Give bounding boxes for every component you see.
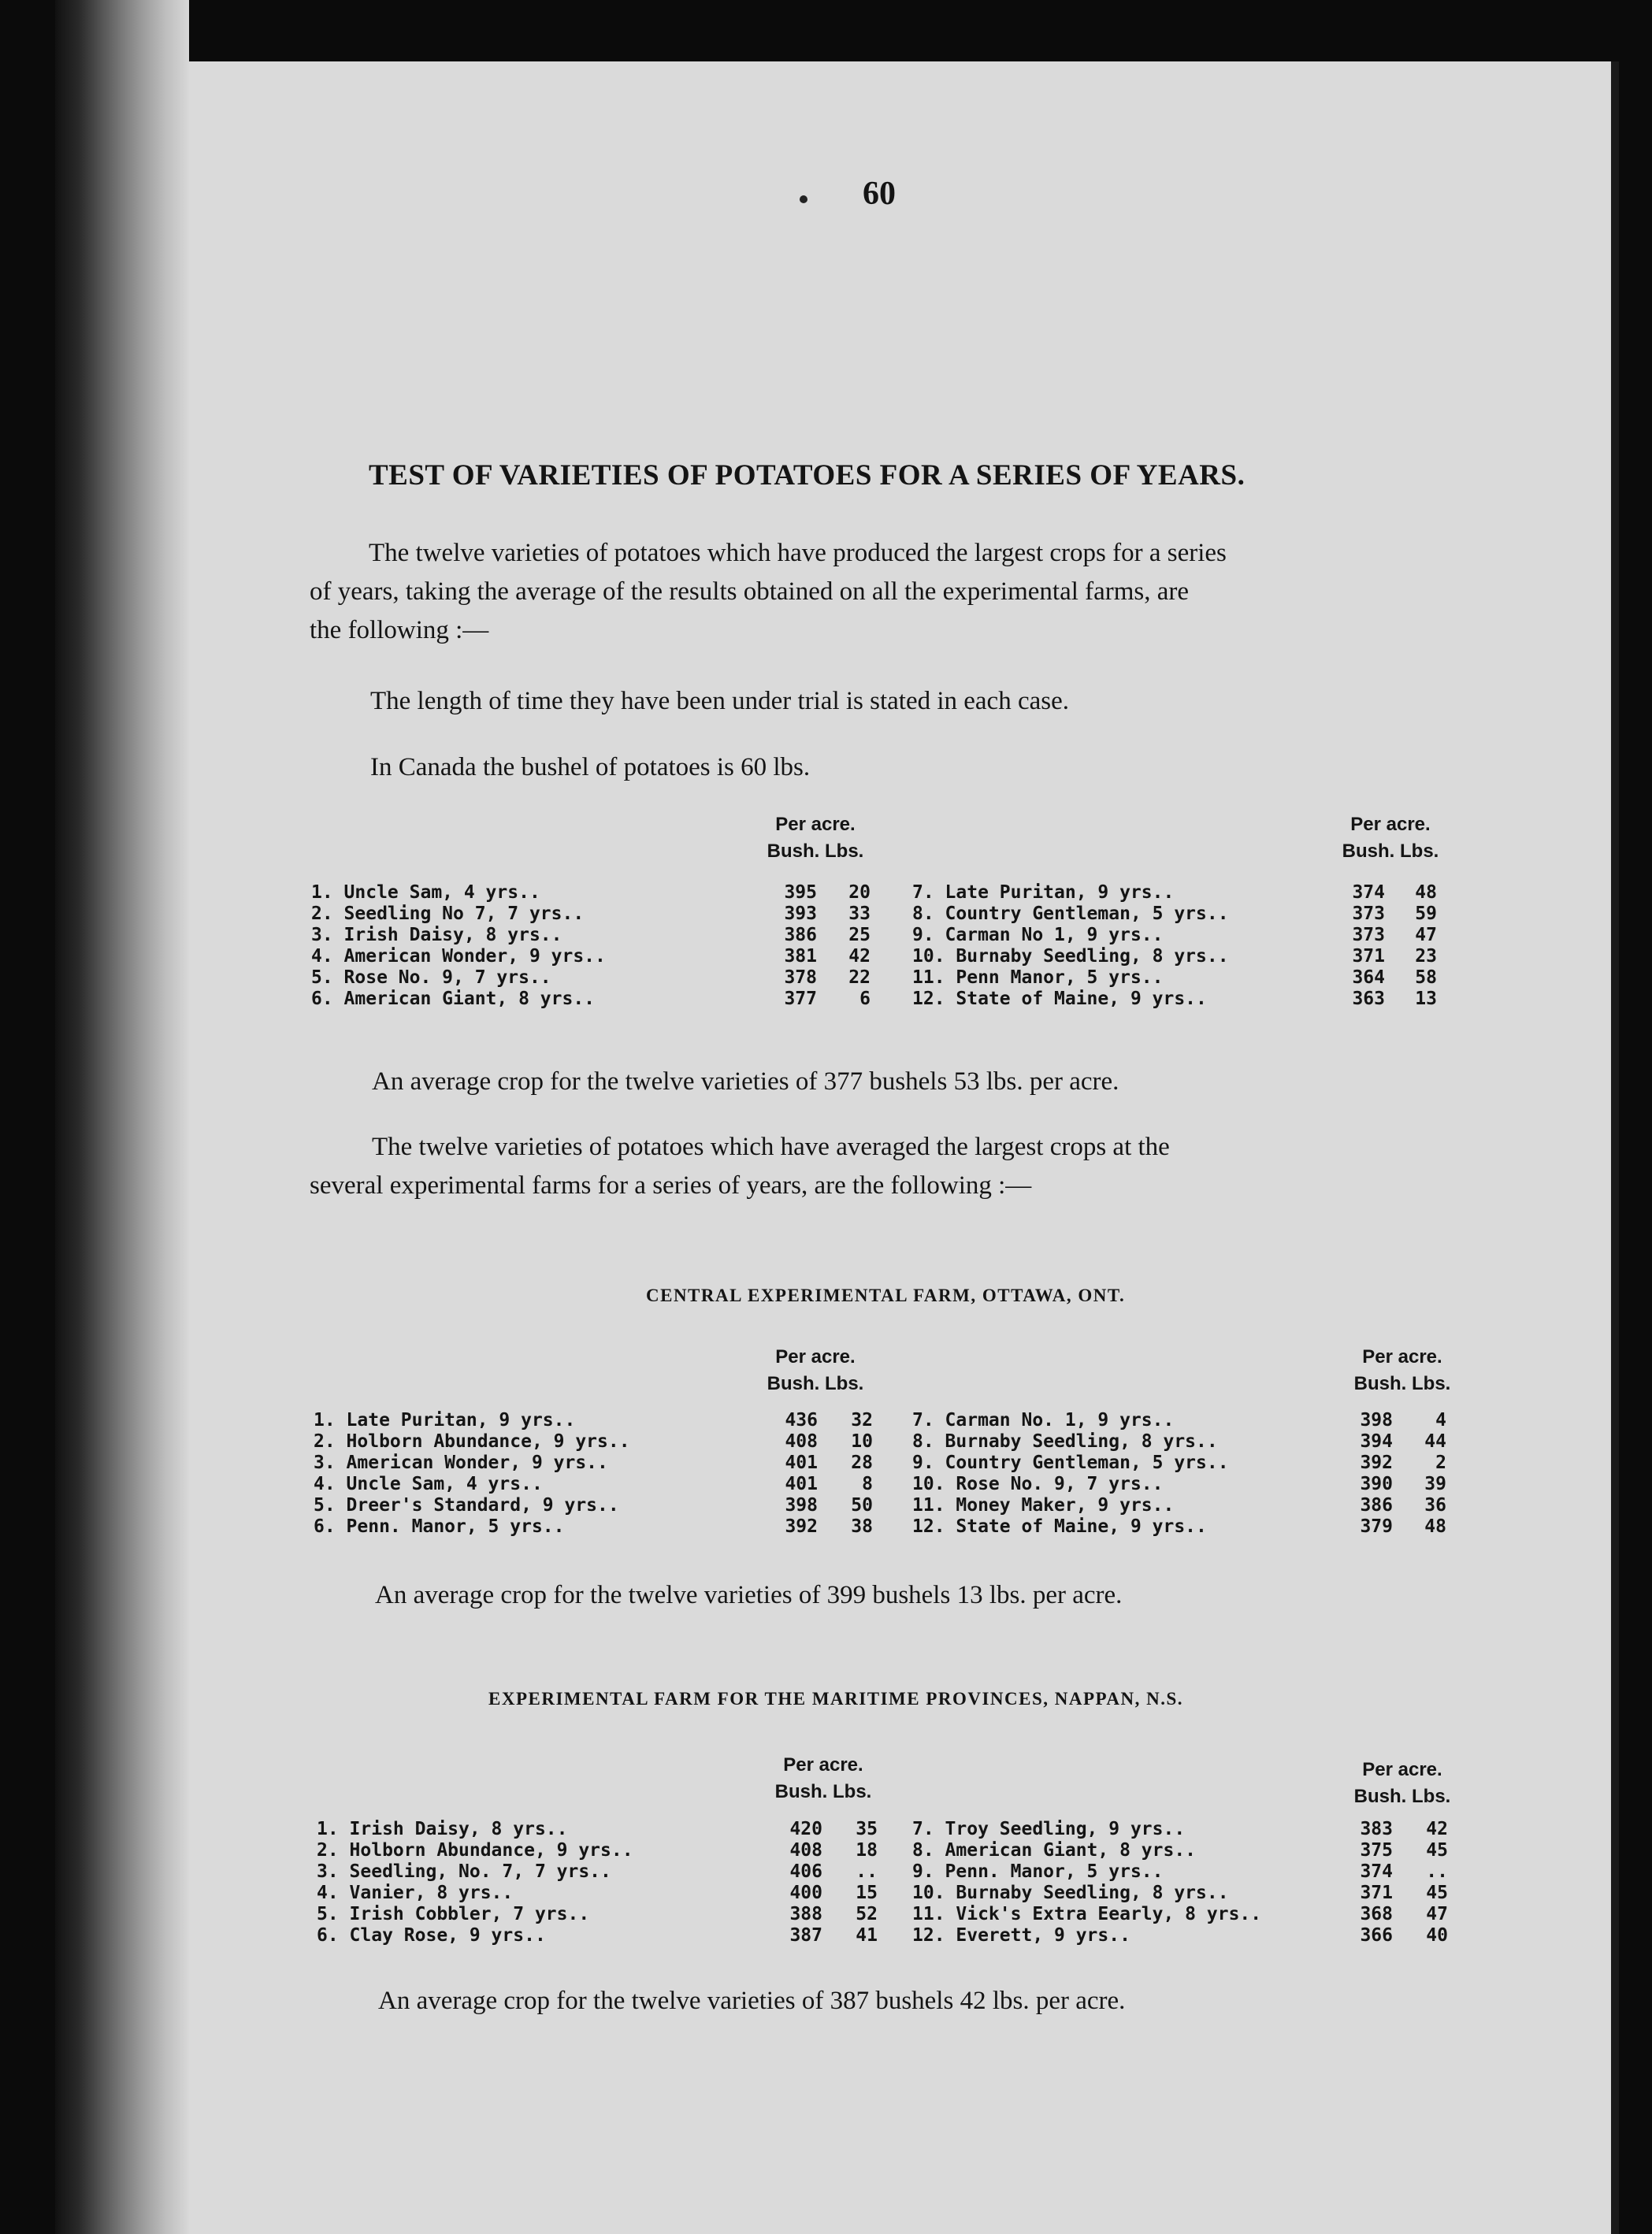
t2-average: An average crop for the twelve varieties of 399 bushels 13 lbs. per acre. <box>375 1581 1123 1609</box>
bush-lbs-label: Bush. Lbs. <box>1353 1373 1451 1394</box>
table-row <box>912 1839 1479 1862</box>
bushels-value: 400 <box>789 1883 822 1903</box>
pounds-value: 25 <box>848 925 871 945</box>
table-row <box>912 1924 1479 1947</box>
bushels-value: 387 <box>789 1925 822 1946</box>
bushels-value: 381 <box>784 946 817 967</box>
table-row <box>311 881 894 904</box>
table-row <box>912 1494 1479 1517</box>
pounds-value: 47 <box>1415 925 1437 945</box>
pounds-value: .. <box>1426 1861 1448 1882</box>
bushels-value: 392 <box>1360 1453 1393 1473</box>
bush-lbs-label: Bush. Lbs. <box>767 1373 864 1394</box>
t1-right-header <box>1335 811 1446 865</box>
bushels-value: 378 <box>784 967 817 988</box>
variety-name: 5. Dreer's Standard, 9 yrs.. <box>314 1495 619 1516</box>
table-row <box>317 1881 900 1905</box>
per-acre-label: Per acre. <box>1362 1759 1442 1780</box>
page-number: 60 <box>863 176 896 212</box>
variety-name: 11. Vick's Extra Eearly, 8 yrs.. <box>912 1904 1262 1924</box>
table-row <box>912 881 1479 904</box>
intro-line-1: The twelve varieties of potatoes which have produced the largest crops for a series <box>369 539 1227 567</box>
variety-name: 7. Carman No. 1, 9 yrs.. <box>912 1410 1175 1431</box>
variety-name: 7. Troy Seedling, 9 yrs.. <box>912 1819 1186 1839</box>
table-row <box>912 966 1479 989</box>
table-row <box>912 902 1479 926</box>
bushels-value: 364 <box>1352 967 1385 988</box>
page-heading: TEST OF VARIETIES OF POTATOES FOR A SERIES OF YEARS. <box>369 459 1245 492</box>
bushels-value: 393 <box>784 904 817 924</box>
variety-name: 2. Holborn Abundance, 9 yrs.. <box>314 1431 630 1452</box>
variety-name: 12. State of Maine, 9 yrs.. <box>912 1516 1207 1537</box>
t2-left-header <box>756 1344 874 1397</box>
bushels-value: 386 <box>784 925 817 945</box>
variety-name: 2. Holborn Abundance, 9 yrs.. <box>317 1840 633 1861</box>
pounds-value: 42 <box>848 946 871 967</box>
variety-name: 1. Irish Daisy, 8 yrs.. <box>317 1819 568 1839</box>
table-row <box>317 1902 900 1926</box>
variety-name: 2. Seedling No 7, 7 yrs.. <box>311 904 585 924</box>
bushels-value: 436 <box>785 1410 818 1431</box>
pounds-value: 48 <box>1424 1516 1446 1537</box>
bushels-value: 408 <box>789 1840 822 1861</box>
intro-line-3: the following :— <box>310 616 489 644</box>
bushels-value: 390 <box>1360 1474 1393 1494</box>
pounds-value: 2 <box>1435 1453 1446 1473</box>
t1-left-header <box>760 811 871 865</box>
table-row <box>314 1451 897 1475</box>
pounds-value: 10 <box>851 1431 873 1452</box>
variety-name: 6. Clay Rose, 9 yrs.. <box>317 1925 546 1946</box>
bushels-value: 420 <box>789 1819 822 1839</box>
variety-name: 9. Country Gentleman, 5 yrs.. <box>912 1453 1229 1473</box>
table-row <box>912 1881 1479 1905</box>
table-row <box>314 1408 897 1432</box>
variety-name: 6. Penn. Manor, 5 yrs.. <box>314 1516 565 1537</box>
variety-name: 5. Rose No. 9, 7 yrs.. <box>311 967 551 988</box>
book-binding-shadow <box>55 0 189 2234</box>
pounds-value: 22 <box>848 967 871 988</box>
pounds-value: 35 <box>856 1819 878 1839</box>
bushels-value: 394 <box>1360 1431 1393 1452</box>
variety-name: 8. Burnaby Seedling, 8 yrs.. <box>912 1431 1218 1452</box>
table-row <box>314 1430 897 1453</box>
table-row <box>317 1924 900 1947</box>
bushels-value: 388 <box>789 1904 822 1924</box>
per-acre-label: Per acre. <box>775 1346 856 1367</box>
t3-left-header <box>764 1752 882 1805</box>
pounds-value: 23 <box>1415 946 1437 967</box>
table-row <box>912 1472 1479 1496</box>
intro-bushel-note: In Canada the bushel of potatoes is 60 lbs. <box>370 753 811 781</box>
variety-name: 10. Burnaby Seedling, 8 yrs.. <box>912 1883 1229 1903</box>
speck <box>800 195 807 203</box>
bush-lbs-label: Bush. Lbs. <box>767 841 864 862</box>
bushels-value: 401 <box>785 1474 818 1494</box>
pounds-value: 41 <box>856 1925 878 1946</box>
pounds-value: .. <box>856 1861 878 1882</box>
bushels-value: 395 <box>784 882 817 903</box>
variety-name: 4. Uncle Sam, 4 yrs.. <box>314 1474 543 1494</box>
variety-name: 9. Carman No 1, 9 yrs.. <box>912 925 1164 945</box>
pounds-value: 45 <box>1426 1883 1448 1903</box>
bushels-value: 373 <box>1352 925 1385 945</box>
pounds-value: 58 <box>1415 967 1437 988</box>
table-row <box>912 1451 1479 1475</box>
table-row <box>912 1430 1479 1453</box>
pounds-value: 18 <box>856 1840 878 1861</box>
variety-name: 12. Everett, 9 yrs.. <box>912 1925 1130 1946</box>
pounds-value: 47 <box>1426 1904 1448 1924</box>
per-acre-label: Per acre. <box>1350 814 1431 835</box>
t3-title: EXPERIMENTAL FARM FOR THE MARITIME PROVINCES, NAPPAN, N.S. <box>488 1689 1184 1709</box>
variety-name: 10. Rose No. 9, 7 yrs.. <box>912 1474 1164 1494</box>
bushels-value: 392 <box>785 1516 818 1537</box>
variety-name: 3. American Wonder, 9 yrs.. <box>314 1453 608 1473</box>
pounds-value: 39 <box>1424 1474 1446 1494</box>
per-acre-label: Per acre. <box>775 814 856 835</box>
table-row <box>311 987 894 1011</box>
pounds-value: 8 <box>862 1474 873 1494</box>
para2-line-1: The twelve varieties of potatoes which have averaged the largest crops at the <box>372 1133 1170 1161</box>
table-row <box>311 944 894 968</box>
bushels-value: 377 <box>784 989 817 1009</box>
bushels-value: 373 <box>1352 904 1385 924</box>
bush-lbs-label: Bush. Lbs. <box>1353 1786 1451 1807</box>
pounds-value: 15 <box>856 1883 878 1903</box>
variety-name: 11. Penn Manor, 5 yrs.. <box>912 967 1164 988</box>
table-row <box>912 1408 1479 1432</box>
pounds-value: 38 <box>851 1516 873 1537</box>
pounds-value: 59 <box>1415 904 1437 924</box>
pounds-value: 28 <box>851 1453 873 1473</box>
variety-name: 12. State of Maine, 9 yrs.. <box>912 989 1207 1009</box>
pounds-value: 45 <box>1426 1840 1448 1861</box>
variety-name: 10. Burnaby Seedling, 8 yrs.. <box>912 946 1229 967</box>
variety-name: 5. Irish Cobbler, 7 yrs.. <box>317 1904 590 1924</box>
table-row <box>912 1860 1479 1883</box>
bushels-value: 374 <box>1352 882 1385 903</box>
table-row <box>317 1817 900 1841</box>
variety-name: 9. Penn. Manor, 5 yrs.. <box>912 1861 1164 1882</box>
table-row <box>912 987 1479 1011</box>
bushels-value: 383 <box>1360 1819 1393 1839</box>
pounds-value: 33 <box>848 904 871 924</box>
table-row <box>912 944 1479 968</box>
bushels-value: 368 <box>1360 1904 1393 1924</box>
pounds-value: 36 <box>1424 1495 1446 1516</box>
bushels-value: 398 <box>785 1495 818 1516</box>
bushels-value: 366 <box>1360 1925 1393 1946</box>
pounds-value: 40 <box>1426 1925 1448 1946</box>
page-edge <box>1611 61 1619 2234</box>
intro-length-note: The length of time they have been under trial is stated in each case. <box>370 687 1069 715</box>
variety-name: 1. Uncle Sam, 4 yrs.. <box>311 882 540 903</box>
pounds-value: 50 <box>851 1495 873 1516</box>
bushels-value: 406 <box>789 1861 822 1882</box>
variety-name: 4. American Wonder, 9 yrs.. <box>311 946 606 967</box>
t1-average: An average crop for the twelve varieties of 377 bushels 53 lbs. per acre. <box>372 1067 1119 1096</box>
table-row <box>314 1494 897 1517</box>
pounds-value: 32 <box>851 1410 873 1431</box>
t2-right-header <box>1343 1344 1461 1397</box>
variety-name: 8. American Giant, 8 yrs.. <box>912 1840 1197 1861</box>
table-row <box>314 1472 897 1496</box>
bushels-value: 379 <box>1360 1516 1393 1537</box>
t3-right-header <box>1343 1757 1461 1810</box>
per-acre-label: Per acre. <box>1362 1346 1442 1367</box>
pounds-value: 13 <box>1415 989 1437 1009</box>
variety-name: 3. Irish Daisy, 8 yrs.. <box>311 925 562 945</box>
table-row <box>317 1860 900 1883</box>
bushels-value: 371 <box>1360 1883 1393 1903</box>
table-row <box>311 966 894 989</box>
bushels-value: 386 <box>1360 1495 1393 1516</box>
pounds-value: 52 <box>856 1904 878 1924</box>
pounds-value: 48 <box>1415 882 1437 903</box>
bush-lbs-label: Bush. Lbs. <box>774 1781 872 1802</box>
table-row <box>314 1515 897 1538</box>
pounds-value: 42 <box>1426 1819 1448 1839</box>
bush-lbs-label: Bush. Lbs. <box>1342 841 1439 862</box>
per-acre-label: Per acre. <box>783 1754 863 1776</box>
pounds-value: 6 <box>859 989 871 1009</box>
table-row <box>311 902 894 926</box>
table-row <box>912 1515 1479 1538</box>
para2-line-2: several experimental farms for a series of years, are the following :— <box>310 1171 1032 1200</box>
variety-name: 6. American Giant, 8 yrs.. <box>311 989 596 1009</box>
table-row <box>912 923 1479 947</box>
pounds-value: 44 <box>1424 1431 1446 1452</box>
table-row <box>317 1839 900 1862</box>
variety-name: 7. Late Puritan, 9 yrs.. <box>912 882 1175 903</box>
variety-name: 8. Country Gentleman, 5 yrs.. <box>912 904 1229 924</box>
variety-name: 4. Vanier, 8 yrs.. <box>317 1883 514 1903</box>
variety-name: 1. Late Puritan, 9 yrs.. <box>314 1410 576 1431</box>
t2-title: CENTRAL EXPERIMENTAL FARM, OTTAWA, ONT. <box>646 1286 1126 1305</box>
t3-average: An average crop for the twelve varieties of 387 bushels 42 lbs. per acre. <box>378 1987 1126 2015</box>
intro-line-2: of years, taking the average of the results obtained on all the experimental farms, are <box>310 577 1190 606</box>
table-row <box>912 1817 1479 1841</box>
bushels-value: 408 <box>785 1431 818 1452</box>
bushels-value: 374 <box>1360 1861 1393 1882</box>
pounds-value: 20 <box>848 882 871 903</box>
bushels-value: 398 <box>1360 1410 1393 1431</box>
bushels-value: 363 <box>1352 989 1385 1009</box>
variety-name: 3. Seedling, No. 7, 7 yrs.. <box>317 1861 611 1882</box>
bushels-value: 371 <box>1352 946 1385 967</box>
table-row <box>311 923 894 947</box>
bushels-value: 375 <box>1360 1840 1393 1861</box>
bushels-value: 401 <box>785 1453 818 1473</box>
table-row <box>912 1902 1479 1926</box>
pounds-value: 4 <box>1435 1410 1446 1431</box>
variety-name: 11. Money Maker, 9 yrs.. <box>912 1495 1175 1516</box>
